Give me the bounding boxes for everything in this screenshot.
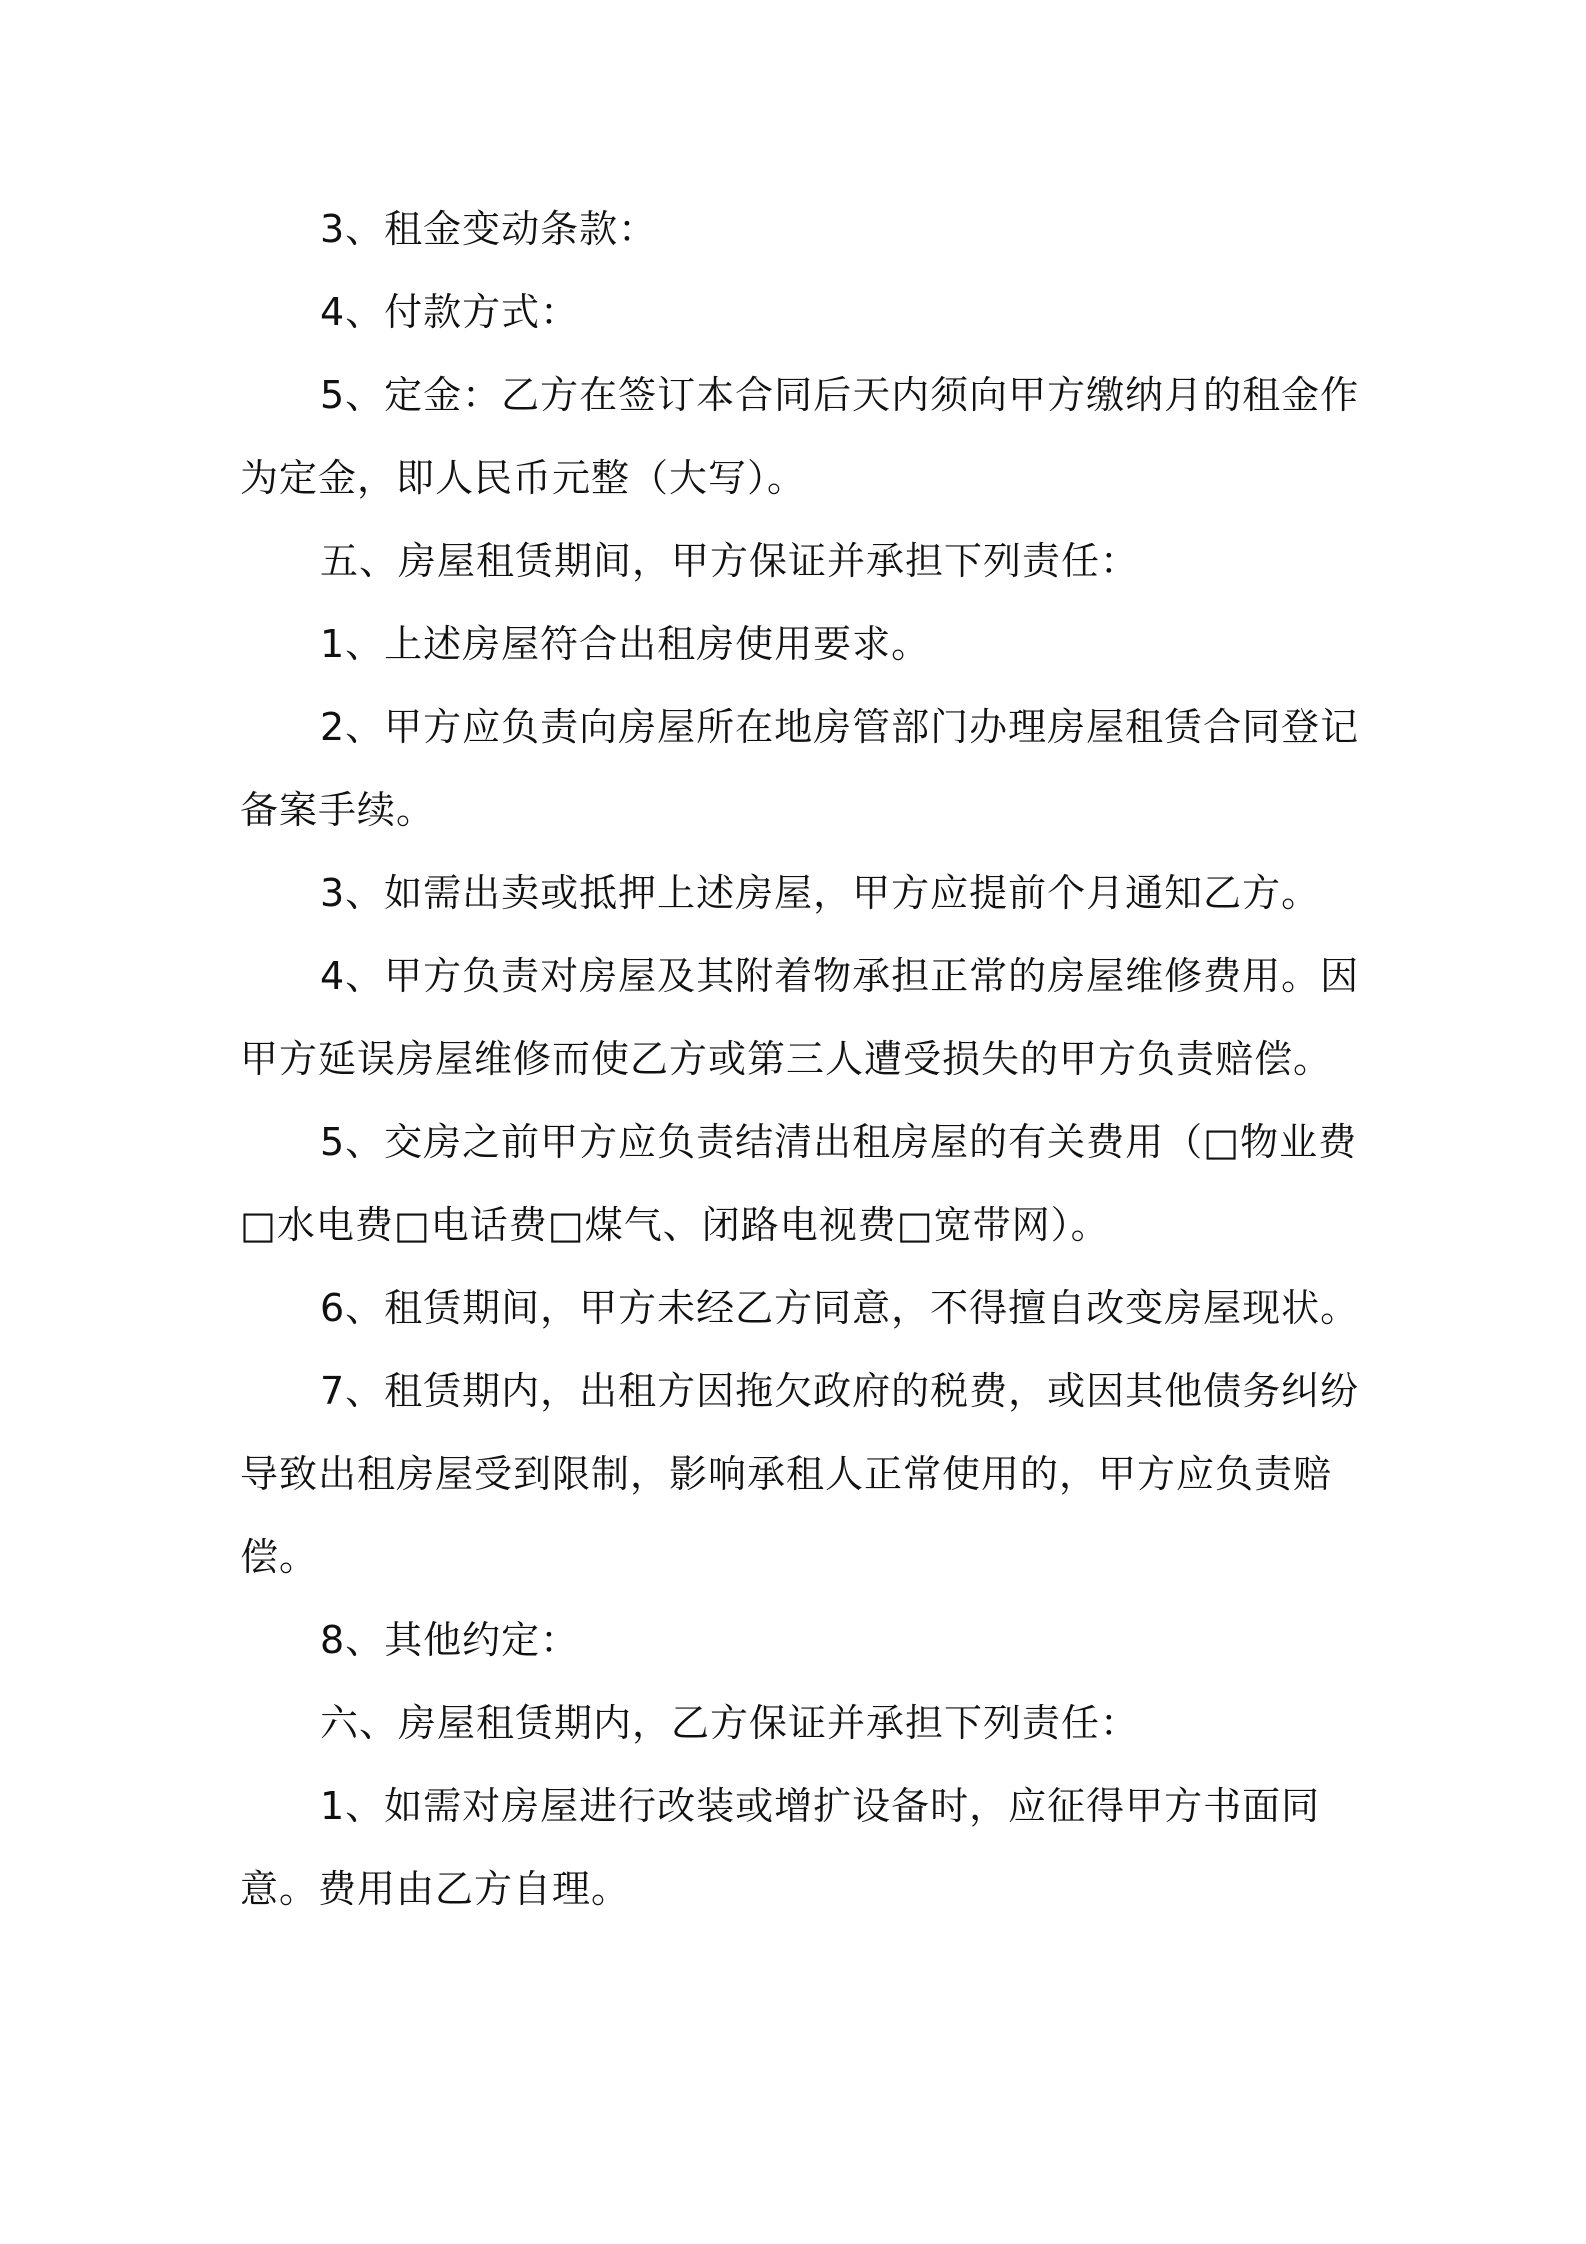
clause-sale-mortgage-notice: 3、如需出卖或抵押上述房屋，甲方应提前个月通知乙方。 xyxy=(320,871,1321,915)
clause-rent-change: 3、租金变动条款： xyxy=(320,207,658,251)
clause-no-alteration: 6、租赁期间，甲方未经乙方同意，不得擅自改变房屋现状。 xyxy=(320,1286,1360,1330)
clause-house-compliance: 1、上述房屋符合出租房使用要求。 xyxy=(320,622,931,666)
clause-tax-debt-liability: 7、租赁期内，出租方因拖欠政府的税费，或因其他债务纠纷导致出租房屋受到限制，影响承租人正常使用的，甲方应负责赔偿。 xyxy=(240,1369,1360,1579)
clause-deposit: 5、定金：乙方在签订本合同后天内须向甲方缴纳月的租金作为定金，即人民币元整（大写）。 xyxy=(240,373,1360,500)
clause-payment-method: 4、付款方式： xyxy=(320,290,580,334)
section-heading-lessor-duties: 五、房屋租赁期间，甲方保证并承担下列责任： xyxy=(320,539,1140,583)
clause-registration: 2、甲方应负责向房屋所在地房管部门办理房屋租赁合同登记备案手续。 xyxy=(240,705,1360,832)
clause-settle-fees: 5、交房之前甲方应负责结清出租房屋的有关费用（□物业费□水电费□电话费□煤气、闭路电视费□宽带网）。 xyxy=(240,1120,1358,1247)
clause-renovation-consent: 1、如需对房屋进行改装或增扩设备时，应征得甲方书面同意。费用由乙方自理。 xyxy=(240,1784,1321,1911)
document-body xyxy=(240,188,1360,1931)
clause-maintenance: 4、甲方负责对房屋及其附着物承担正常的房屋维修费用。因甲方延误房屋维修而使乙方或第三人遭受损失的甲方负责赔偿。 xyxy=(240,954,1360,1081)
clause-other-terms: 8、其他约定： xyxy=(320,1618,580,1662)
section-heading-lessee-duties: 六、房屋租赁期内，乙方保证并承担下列责任： xyxy=(320,1701,1140,1745)
